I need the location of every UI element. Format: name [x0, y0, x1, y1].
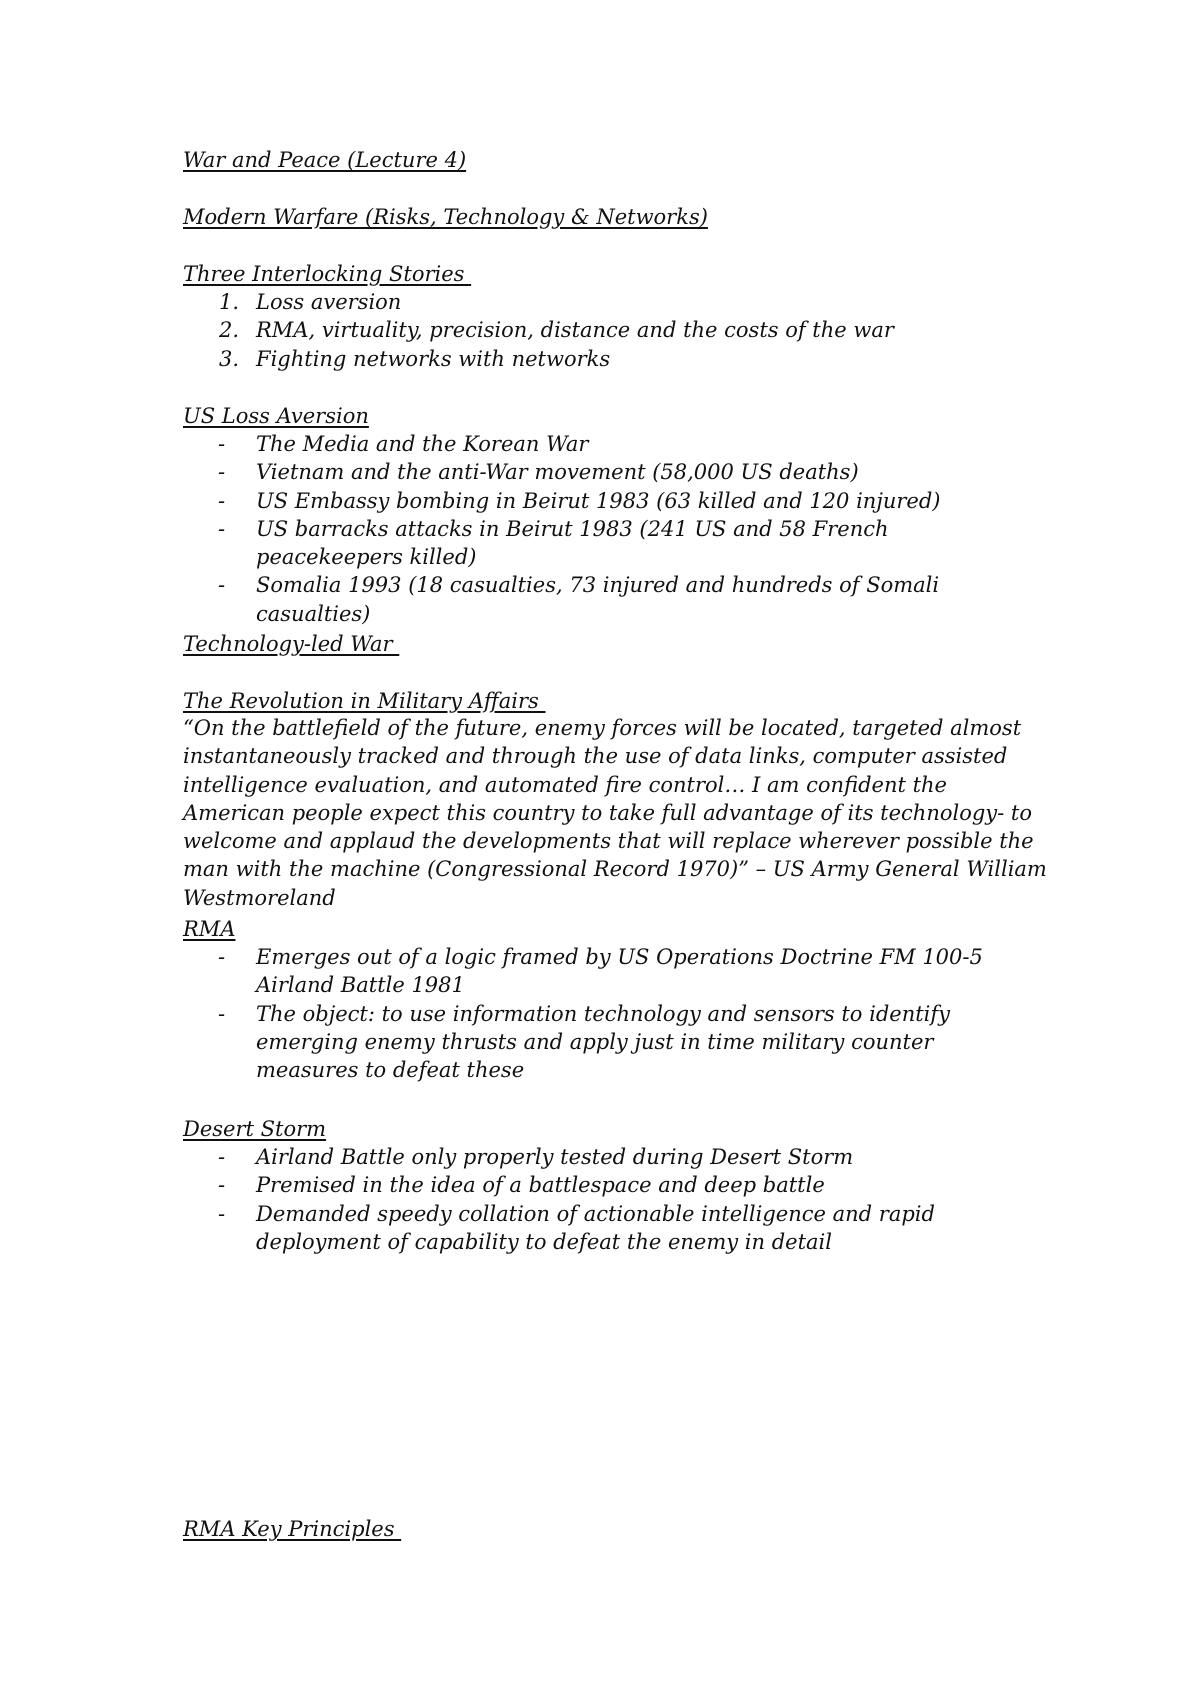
list-marker: 2.: [219, 318, 240, 343]
list-item-text: Premised in the idea of a battlespace and deep battle: [256, 1173, 825, 1198]
list-marker: -: [218, 488, 226, 513]
section-heading-technology-led-war: Technology-led War: [183, 632, 400, 656]
list-item-text: Somalia 1993 (18 casualties, 73 injured and hundreds of Somali casualties): [256, 573, 940, 626]
list-item: [183, 345, 1033, 373]
list-item: [183, 1143, 1033, 1171]
list-item: [183, 430, 1033, 458]
document-title: War and Peace (Lecture 4): [183, 148, 467, 172]
list-marker: -: [218, 1145, 226, 1169]
section-heading-us-loss-aversion: US Loss Aversion: [183, 404, 369, 428]
list-item: [183, 288, 1033, 316]
numbered-list: [183, 288, 1033, 373]
bullet-list: [183, 1143, 1033, 1256]
list-marker: -: [218, 1173, 226, 1198]
list-marker: -: [218, 945, 226, 969]
section-heading-desert-storm: Desert Storm: [183, 1117, 327, 1141]
list-item-text: Fighting networks with networks: [256, 346, 611, 371]
list-item: [183, 515, 1033, 572]
section-heading-rma-key-principles: RMA Key Principles: [183, 1517, 402, 1541]
bullet-list: [183, 943, 1033, 1084]
list-marker: 3.: [219, 346, 240, 371]
bullet-list: [183, 430, 1033, 628]
list-marker: -: [218, 1001, 226, 1026]
list-item: [183, 316, 1033, 344]
list-item-text: Vietnam and the anti-War movement (58,000 US deaths): [256, 460, 859, 485]
list-marker: 1.: [219, 290, 240, 314]
section-heading-rma: RMA: [183, 917, 236, 941]
list-item-text: US Embassy bombing in Beirut 1983 (63 killed and 120 injured): [256, 488, 941, 513]
list-item: [183, 943, 1033, 1000]
list-item-text: Loss aversion: [256, 290, 402, 314]
list-item: [183, 1200, 1033, 1257]
section-heading-three-stories: Three Interlocking Stories: [183, 262, 472, 286]
list-item-text: The Media and the Korean War: [256, 432, 589, 456]
list-item: [183, 1171, 1033, 1199]
list-item-text: Emerges out of a logic framed by US Operations Doctrine FM 100-5 Airland Battle 1981: [256, 945, 983, 998]
list-item: [183, 458, 1033, 486]
list-marker: -: [218, 432, 226, 456]
list-marker: -: [218, 1201, 226, 1226]
list-item-text: Airland Battle only properly tested during Desert Storm: [256, 1145, 854, 1169]
westmoreland-quote: “On the battlefield of the future, enemy forces will be located, targeted almost instantaneously tracked and through the use of data links, computer assisted intelligence evaluation, and automated fire control… I am confident the American people expect this country to take full advantage of its technology- to welcome and applaud the developments that will replace wherever possible the man with the machine (Congressional Record 1970)” – US Army General William Westmoreland: [183, 716, 1047, 910]
list-item-text: The object: to use information technology and sensors to identify emerging enemy thrusts and apply just in time military counter measures to defeat these: [256, 1001, 951, 1083]
list-item: [183, 1000, 1033, 1085]
list-marker: -: [218, 573, 226, 598]
list-marker: -: [218, 516, 226, 541]
list-item: [183, 571, 1033, 628]
list-item-text: Demanded speedy collation of actionable intelligence and rapid deployment of capability to defeat the enemy in detail: [256, 1201, 935, 1254]
list-item-text: US barracks attacks in Beirut 1983 (241 US and 58 French peacekeepers killed): [256, 516, 889, 570]
list-item-text: RMA, virtuality, precision, distance and the costs of the war: [256, 318, 894, 343]
section-heading-revolution: The Revolution in Military Affairs: [183, 689, 546, 713]
document-subtitle: Modern Warfare (Risks, Technology & Networks): [183, 205, 708, 229]
list-item: [183, 487, 1033, 515]
list-marker: -: [218, 460, 226, 485]
